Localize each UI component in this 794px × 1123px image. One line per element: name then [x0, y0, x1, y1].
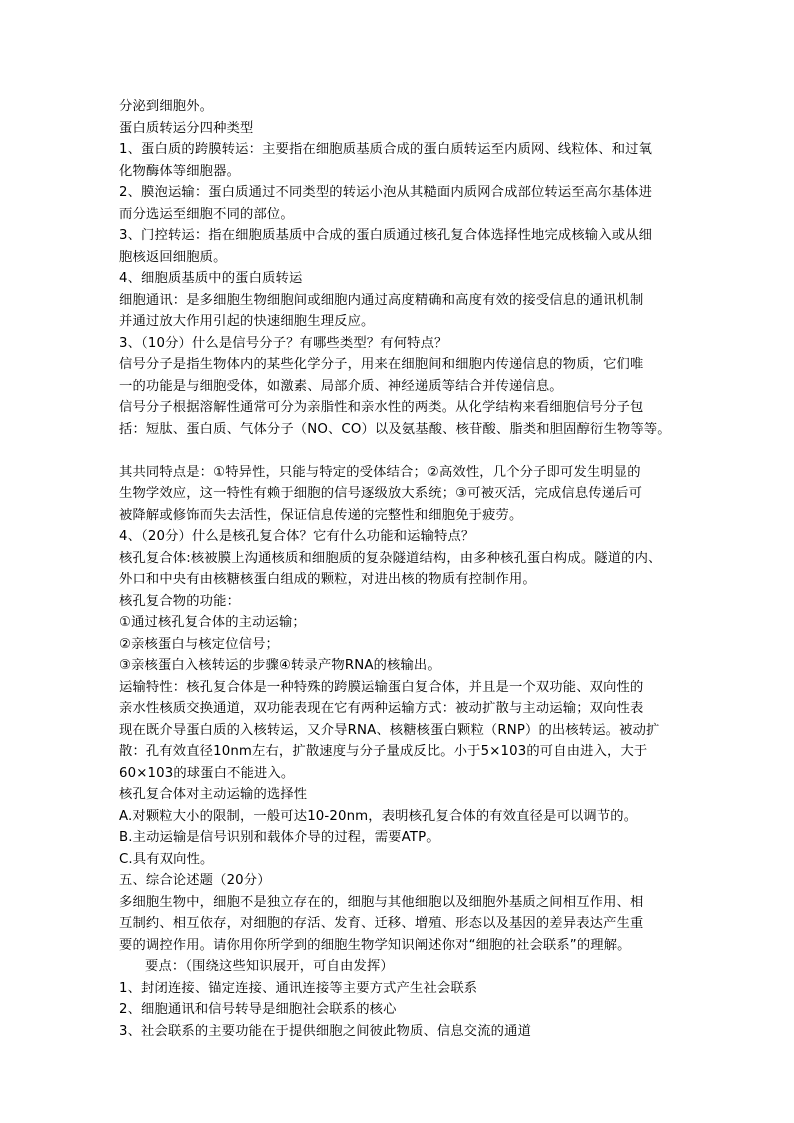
question-heading: 五、综合论述题（20分） [119, 873, 271, 888]
list-item: 1、封闭连接、锚定连接、通讯连接等主要方式产生社会联系 [119, 980, 478, 996]
text-line: 互制约、相互依存，对细胞的存活、发育、迁移、增殖、形态以及基因的差异表达产生重 [119, 916, 644, 931]
section-heading: 蛋白质转运分四种类型 [119, 120, 254, 136]
text-line: 散：孔有效直径10nm左右，扩散速度与分子量成反比。小于5×103的可自由进入，大于 [119, 744, 648, 759]
text-line: 括：短肽、蛋白质、气体分子（NO、CO）以及氨基酸、核苷酸、脂类和胆固醇衍生物等等。 [119, 421, 671, 437]
list-item: 3、社会联系的主要功能在于提供细胞之间彼此物质、信息交流的通道 [119, 1023, 532, 1039]
text-line: 生物学效应，这一特性有赖于细胞的信号逐级放大系统；③可被灭活，完成信息传递后可 [119, 486, 643, 501]
text-line: 而分选运至细胞不同的部位。 [119, 206, 294, 222]
text-line: 亲水性核质交换通道，双功能表现在它有两种运输方式：被动扩散与主动运输；双向性表 [119, 701, 644, 716]
list-item: B.主动运输是信号识别和载体介导的过程，需要ATP。 [119, 830, 440, 845]
text-line: 4、细胞质基质中的蛋白质转运 [119, 271, 303, 286]
text-line: 现在既介导蛋白质的入核转运，又介导RNA、核糖核蛋白颗粒（RNP）的出核转运。被动扩 [119, 722, 660, 738]
text-line: 2、膜泡运输：蛋白质通过不同类型的转运小泡从其糙面内质网合成部位转运至高尔基体进 [119, 185, 653, 200]
list-item: ③亲核蛋白入核转运的步骤④转录产物RNA的核输出。 [119, 658, 441, 673]
text-line: 被降解或修饰而失去活性，保证信息传递的完整性和细胞免于疲劳。 [119, 507, 523, 523]
question-heading: 4、（20分）什么是核孔复合体？它有什么功能和运输特点？ [119, 529, 475, 544]
document-body [119, 96, 685, 1042]
list-item: A.对颗粒大小的限制，一般可达10-20nm，表明核孔复合体的有效直径是可以调节的。 [119, 808, 638, 824]
list-item: C.具有双向性。 [119, 851, 214, 867]
text-line: 1、蛋白质的跨膜转运：主要指在细胞质基质合成的蛋白质转运至内质网、线粒体、和过氧 [119, 142, 653, 157]
question-heading: 3、（10分）什么是信号分子？有哪些类型？有何特点？ [119, 335, 448, 351]
text-line: 细胞通讯：是多细胞生物细胞间或细胞内通过高度精确和高度有效的接受信息的通讯机制 [119, 292, 644, 308]
text-line: 运输特性：核孔复合体是一种特殊的跨膜运输蛋白复合体，并且是一个双功能、双向性的 [119, 679, 644, 695]
section-heading: 核孔复合体对主动运输的选择性 [119, 787, 308, 802]
text-line: 其共同特点是：①特异性，只能与特定的受体结合；②高效性，几个分子即可发生明显的 [119, 464, 641, 480]
text-line: 一的功能是与细胞受体，如激素、局部介质、神经递质等结合并传递信息。 [119, 378, 563, 394]
text-line: 胞核返回细胞质。 [119, 249, 227, 265]
text-line: 信号分子根据溶解性通常可分为亲脂性和亲水性的两类。从化学结构来看细胞信号分子包 [119, 400, 644, 415]
text-line: 多细胞生物中，细胞不是独立存在的，细胞与其他细胞以及细胞外基质之间相互作用、相 [119, 894, 644, 910]
text-line: 分泌到细胞外。 [119, 99, 214, 114]
list-item: ①通过核孔复合体的主动运输； [119, 615, 306, 630]
blank-line [119, 440, 685, 462]
key-points-heading: 要点：（围绕这些知识展开，可自由发挥） [145, 959, 394, 974]
list-item: ②亲核蛋白与核定位信号； [119, 636, 279, 652]
text-line: 信号分子是指生物体内的某些化学分子，用来在细胞间和细胞内传递信息的物质，它们唯 [119, 357, 644, 372]
text-line: 化物酶体等细胞器。 [119, 163, 241, 179]
text-line: 3、门控转运：指在细胞质基质中合成的蛋白质通过核孔复合体选择性地完成核输入或从细 [119, 228, 653, 243]
text-line: 外口和中央有由核糖核蛋白组成的颗粒，对进出核的物质有控制作用。 [119, 572, 536, 587]
text-line: 核孔复合体:核被膜上沟通核质和细胞质的复杂隧道结构，由多种核孔蛋白构成。隧道的内、 [119, 550, 662, 566]
list-item: 2、细胞通讯和信号转导是细胞社会联系的核心 [119, 1002, 397, 1017]
section-heading: 核孔复合物的功能： [119, 593, 241, 609]
text-line: 要的调控作用。请你用你所学到的细胞生物学知识阐述你对“细胞的社会联系”的理解。 [119, 937, 631, 953]
text-line: 60×103的球蛋白不能进入。 [119, 765, 295, 781]
text-line: 并通过放大作用引起的快速细胞生理反应。 [119, 314, 375, 329]
